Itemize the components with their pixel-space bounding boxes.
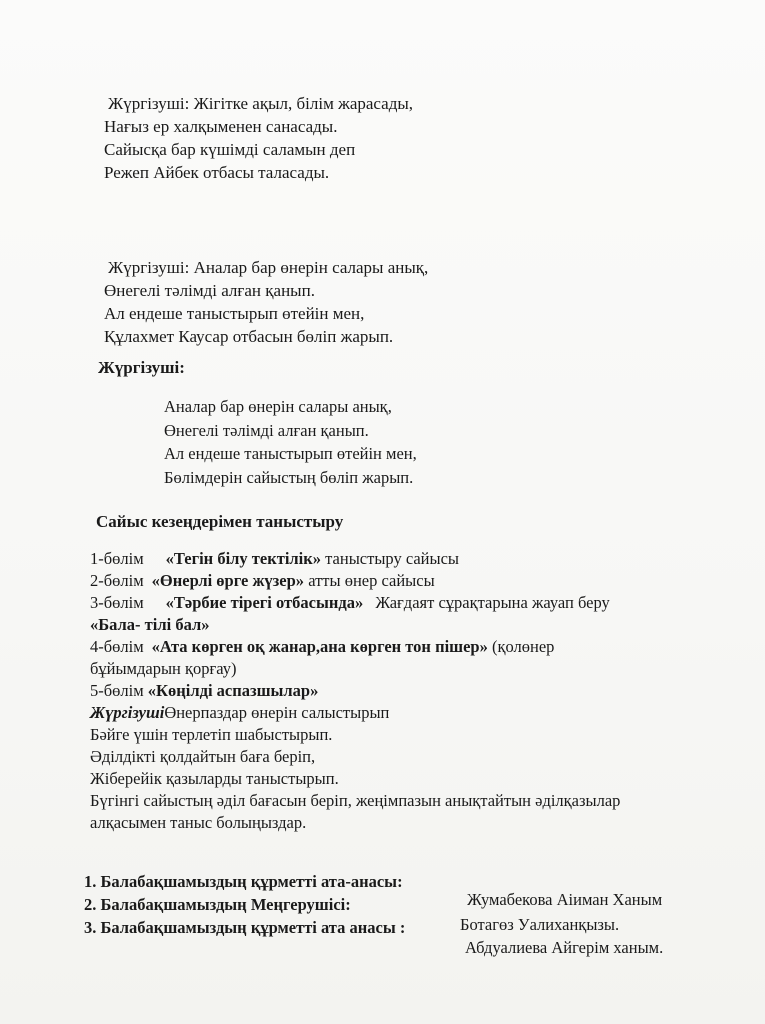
stage-title: «Өнерлі өрге жүзер» bbox=[151, 571, 305, 590]
verse-3 bbox=[164, 395, 417, 489]
host-label: Жүргізуші: bbox=[98, 358, 185, 377]
jury-name: Абдуалиева Айгерім ханым. bbox=[465, 938, 664, 957]
stage-prefix: 1-бөлім bbox=[90, 549, 144, 568]
stage-suffix: Жағдаят сұрақтарына жауап беру bbox=[375, 593, 610, 612]
stage-title: «Тәрбие тірегі отбасында» bbox=[165, 593, 364, 612]
verse-line: Сайысқа бар күшімді саламын деп bbox=[104, 140, 356, 159]
closing-verse-line-1 bbox=[90, 702, 690, 724]
announcement-line-1: Бүгінгі сайыстың әділ бағасын беріп, жеңімпазын анықтайтын әділқазылар bbox=[90, 791, 621, 810]
jury-title: 2. Балабақшамыздың Меңгерушісі: bbox=[84, 895, 351, 914]
stage-item-3 bbox=[90, 592, 690, 614]
stage-item-1 bbox=[90, 548, 690, 570]
stage-prefix: 2-бөлім bbox=[90, 571, 144, 590]
stage-title: «Тегін білу тектілік» bbox=[165, 549, 322, 568]
stage-prefix: 4-бөлім bbox=[90, 637, 144, 656]
stage-title: «Көңілді аспазшылар» bbox=[147, 681, 319, 700]
verse-line: Нағыз ер халқыменен санасады. bbox=[104, 117, 338, 136]
stage-item-4-cont: бұйымдарын қорғау) bbox=[90, 659, 237, 678]
stage-item-3b: «Бала- тілі бал» bbox=[90, 615, 210, 634]
closing-verse-line: Бәйге үшін терлетіп шабыстырып. bbox=[90, 725, 333, 744]
stage-prefix: 5-бөлім bbox=[90, 681, 144, 700]
verse-line: Өнегелі тәлімді алған қанып. bbox=[104, 281, 315, 300]
stage-prefix: 3-бөлім bbox=[90, 593, 144, 612]
host-word: Жүргізуші bbox=[90, 703, 165, 722]
jury-name: Жумабекова Аіиман Ханым bbox=[467, 890, 663, 909]
jury-name: Ботагөз Уалиханқызы. bbox=[460, 915, 620, 934]
stages-heading: Сайыс кезеңдерімен таныстыру bbox=[96, 512, 344, 531]
closing-verse-line: Әділдікті қолдайтын баға беріп, bbox=[90, 747, 316, 766]
stage-item-4 bbox=[90, 636, 690, 658]
stage-suffix: (қолөнер bbox=[491, 637, 555, 656]
stages-list bbox=[90, 548, 690, 834]
verse-line: Ал ендеше таныстырып өтейін мен, bbox=[104, 304, 365, 323]
verse-line: Ал ендеше таныстырып өтейін мен, bbox=[164, 444, 417, 463]
verse-line: Аналар бар өнерін салары анық, bbox=[164, 397, 392, 416]
verse-2 bbox=[104, 256, 428, 348]
verse-line: Бөлімдерін сайыстың бөліп жарып. bbox=[164, 467, 414, 487]
stage-suffix: атты өнер сайысы bbox=[308, 571, 435, 590]
stage-title: «Ата көрген оқ жанар,ана көрген тон пішер» bbox=[151, 637, 488, 656]
stage-item-5 bbox=[90, 680, 690, 702]
closing-verse-line: Жіберейік қазыларды таныстырып. bbox=[90, 769, 339, 788]
closing-line-rest: Өнерпаздар өнерін салыстырып bbox=[164, 703, 390, 722]
verse-1 bbox=[104, 92, 413, 184]
stage-suffix: таныстыру сайысы bbox=[325, 549, 459, 568]
verse-line: Режеп Айбек отбасы таласады. bbox=[104, 163, 330, 182]
verse-line: Жүргізуші: Аналар бар өнерін салары анық, bbox=[108, 258, 429, 277]
announcement-line-2: алқасымен таныс болыңыздар. bbox=[90, 813, 307, 832]
jury-title: 3. Балабақшамыздың құрметті ата анасы : bbox=[84, 918, 406, 937]
verse-line: Құлахмет Каусар отбасын бөліп жарып. bbox=[104, 327, 394, 346]
stage-item-2 bbox=[90, 570, 690, 592]
verse-line: Өнегелі тәлімді алған қанып. bbox=[164, 420, 369, 440]
jury-title: 1. Балабақшамыздың құрметті ата-анасы: bbox=[84, 872, 403, 891]
verse-line: Жүргізуші: Жігітке ақыл, білім жарасады, bbox=[108, 94, 414, 113]
